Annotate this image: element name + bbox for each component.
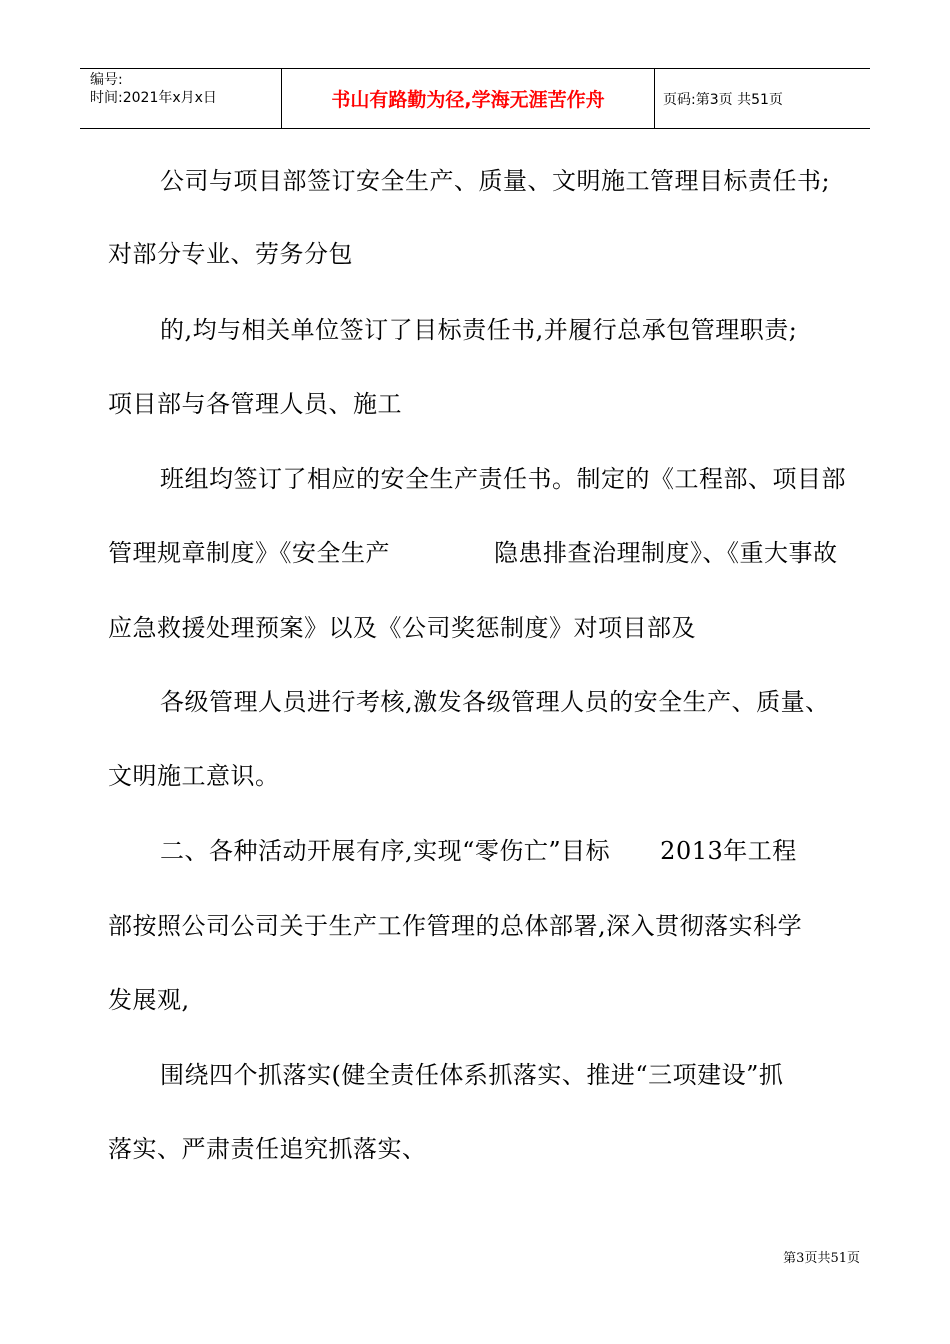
body-line: 文明施工意识。 (108, 762, 280, 790)
document-time-label: 时间:2021年x月x日 (90, 90, 217, 106)
body-line: 各级管理人员进行考核,激发各级管理人员的安全生产、质量、 (160, 688, 830, 716)
body-line (160, 835, 797, 867)
body-line (108, 537, 838, 569)
header-meta-cell (80, 69, 282, 128)
body-line: 对部分专业、劳务分包 (108, 240, 353, 268)
header-motto: 书山有路勤为径,学海无涯苦作舟 (282, 69, 655, 128)
body-line: 部按照公司公司关于生产工作管理的总体部署,深入贯彻落实科学 (108, 912, 803, 940)
body-line: 班组均签订了相应的安全生产责任书。制定的《工程部、项目部 (160, 465, 846, 493)
body-line-part: 二、各种活动开展有序,实现“零伤亡”目标 (160, 837, 611, 865)
body-line-part: 管理规章制度》《安全生产 (108, 539, 390, 567)
body-line: 落实、严肃责任追究抓落实、 (108, 1135, 427, 1163)
body-line: 的,均与相关单位签订了目标责任书,并履行总承包管理职责; (160, 316, 798, 344)
body-line: 发展观, (108, 986, 190, 1014)
document-number-label: 编号: (90, 72, 123, 88)
body-line: 公司与项目部签订安全生产、质量、文明施工管理目标责任书; (160, 167, 831, 195)
document-header (80, 68, 870, 129)
header-page-label: 页码:第3页 共51页 (663, 91, 783, 108)
body-line: 围绕四个抓落实(健全责任体系抓落实、推进“三项建设”抓 (160, 1061, 784, 1089)
page-footer: 第3页共51页 (783, 1251, 860, 1266)
body-line: 项目部与各管理人员、施工 (108, 390, 402, 418)
body-line-part: 隐患排查治理制度》、《重大事故 (494, 539, 838, 567)
body-line: 应急救援处理预案》以及《公司奖惩制度》对项目部及 (108, 614, 696, 642)
body-line-part: 2013年工程 (660, 837, 797, 865)
